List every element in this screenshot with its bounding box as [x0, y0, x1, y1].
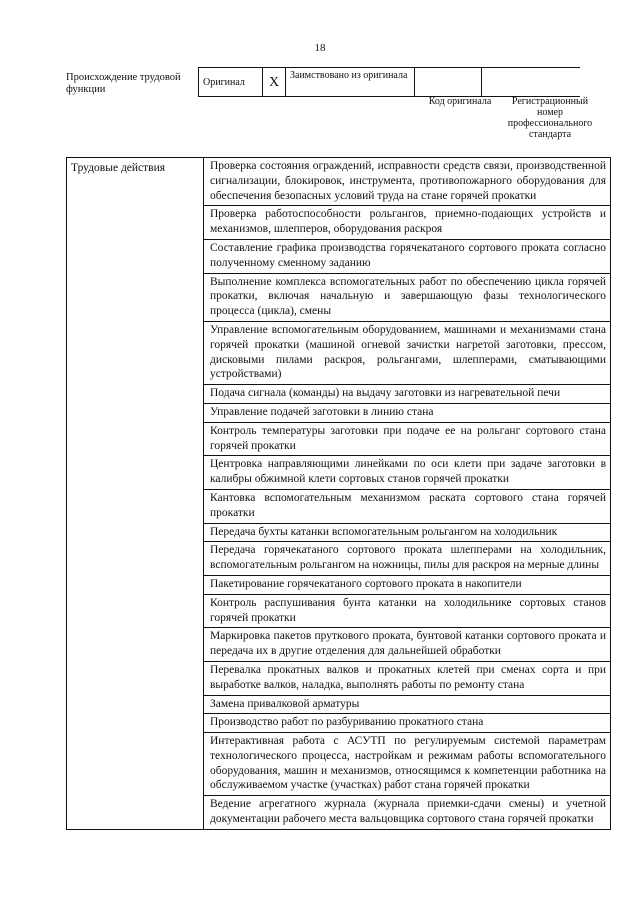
original-mark: X — [263, 68, 286, 97]
action-item: Управление подачей заготовки в линию стана — [204, 403, 611, 422]
labor-actions-heading: Трудовые действия — [67, 158, 204, 830]
page-number: 18 — [314, 42, 326, 54]
action-item: Передача горячекатаного сортового проката шлепперами на холодильник, вспомогательным рольгангом на ножницы, пилы для раскроя на мерные длины — [204, 542, 611, 576]
action-item: Контроль температуры заготовки при подаче ее на рольганг сортового стана горячей прокатки — [204, 422, 611, 456]
registration-number-label: Регистрационный номер профессионального стандарта — [507, 96, 593, 140]
action-item: Пакетирование горячекатаного сортового проката в накопители — [204, 575, 611, 594]
borrowed-cell: Заимствовано из оригинала — [286, 68, 415, 97]
action-item: Выполнение комплекса вспомогательных работ по обеспечению цикла горячей прокатки, включая начальную и завершающую фазы технологического процесса (цикла), смены — [204, 273, 611, 321]
action-item: Проверка работоспособности рольгангов, приемно-подающих устройств и механизмов, шлепперов, оборудования раскроя — [204, 206, 611, 240]
action-item: Контроль распушивания бунта катанки на холодильнике сортовых станов горячей прокатки — [204, 594, 611, 628]
action-item: Центровка направляющими линейками по оси клети при задаче заготовки в калибры обжимной клети сортовых станов горячей прокатки — [204, 456, 611, 490]
action-item: Производство работ по разбуриванию прокатного стана — [204, 714, 611, 733]
action-item: Кантовка вспомогательным механизмом раската сортового стана горячей прокатки — [204, 489, 611, 523]
action-item: Передача бухты катанки вспомогательным рольгангом на холодильник — [204, 523, 611, 542]
labor-actions-table — [66, 157, 611, 830]
action-item: Управление вспомогательным оборудованием, машинами и механизмами стана горячей прокатки (машиной огневой зачистки нагретой заготовки, прессом, дисковыми пилами раскроя, рольгангами, шлепперами, сматывающими устройствами) — [204, 321, 611, 384]
action-item: Ведение агрегатного журнала (журнала приемки-сдачи смены) и учетной документации рабочего места вальцовщика сортового стана горячей прокатки — [204, 796, 611, 830]
action-item: Перевалка прокатных валков и прокатных клетей при сменах сорта и при выработке валков, наладка, выполнять работы по ремонту стана — [204, 661, 611, 695]
action-item: Замена привалковой арматуры — [204, 695, 611, 714]
code-original-label: Код оригинала — [428, 96, 492, 107]
origin-label: Происхождение трудовой функции — [66, 72, 181, 95]
origin-table — [198, 67, 580, 97]
action-item: Интерактивная работа с АСУТП по регулируемым системой параметрам технологического процесса, настройкам и режимам работы вспомогательного оборудования, машин и механизмов, относящимся к компетенции работника на обслуживаемом участке (участках) работ стана горячей прокатки — [204, 733, 611, 796]
action-item: Подача сигнала (команды) на выдачу заготовки из нагревательной печи — [204, 385, 611, 404]
reg-number-cell — [482, 68, 581, 97]
table-row — [67, 158, 611, 206]
code-cell — [415, 68, 482, 97]
action-item: Маркировка пакетов пруткового проката, бунтовой катанки сортового проката и передача их в другие отделения для дальнейшей обработки — [204, 628, 611, 662]
action-item: Составление графика производства горячекатаного сортового проката согласно полученному сменному заданию — [204, 239, 611, 273]
original-cell: Оригинал — [199, 68, 263, 97]
action-item: Проверка состояния ограждений, исправности средств связи, производственной сигнализации, блокировок, инструмента, противопожарного оборудования для обеспечения безопасных условий труда на стане горячей прокатки — [204, 158, 611, 206]
